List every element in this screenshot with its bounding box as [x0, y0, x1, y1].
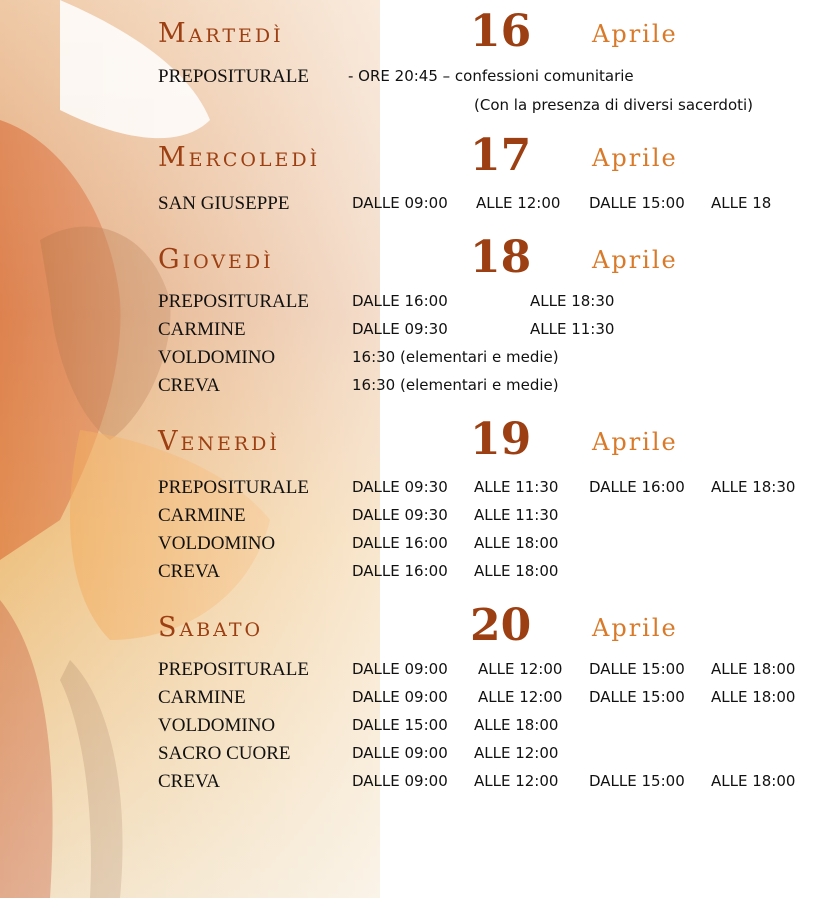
time-cell: ALLE 18:00: [474, 534, 559, 552]
schedule-row: [158, 771, 828, 797]
schedule-row: [158, 477, 828, 503]
note-text: [158, 96, 828, 122]
place-name: SACRO CUORE: [158, 743, 291, 764]
place-name: CARMINE: [158, 505, 246, 526]
day-header-mercoledi: [158, 130, 818, 181]
day-month: Aprile: [592, 614, 678, 642]
schedule-row: [158, 291, 828, 317]
schedule-row: [158, 561, 828, 587]
day-number: 18: [470, 232, 532, 283]
day-header-martedi: [158, 6, 818, 57]
time-cell: DALLE 16:00: [352, 292, 448, 310]
time-cell: DALLE 15:00: [352, 716, 448, 734]
time-cell: ALLE 12:00: [476, 194, 561, 212]
day-name: Giovedì: [158, 244, 274, 275]
time-cell: DALLE 15:00: [589, 660, 685, 678]
time-cell: ALLE 12:00: [478, 660, 563, 678]
day-name: Mercoledì: [158, 142, 321, 173]
time-cell: ALLE 18:30: [711, 478, 796, 496]
time-cell: 16:30 (elementari e medie): [352, 348, 559, 366]
place-name: VOLDOMINO: [158, 347, 276, 368]
place-name: PREPOSITURALE: [158, 477, 309, 498]
time-cell: ALLE 18:00: [711, 688, 796, 706]
time-cell: DALLE 15:00: [589, 688, 685, 706]
day-month: Aprile: [592, 428, 678, 456]
day-header-venerdi: [158, 414, 818, 465]
day-month: Aprile: [592, 144, 678, 172]
schedule-row: [158, 743, 828, 769]
place-name: CREVA: [158, 375, 220, 396]
time-cell: DALLE 09:00: [352, 744, 448, 762]
schedule-row: [158, 687, 828, 713]
time-cell: ALLE 18:00: [711, 660, 796, 678]
schedule-row: [158, 319, 828, 345]
schedule-row: [158, 347, 828, 373]
time-cell: DALLE 15:00: [589, 772, 685, 790]
time-cell: DALLE 16:00: [589, 478, 685, 496]
day-month: Aprile: [592, 246, 678, 274]
time-cell: ALLE 18:00: [711, 772, 796, 790]
schedule-row: [158, 533, 828, 559]
time-cell: DALLE 15:00: [589, 194, 685, 212]
time-cell: DALLE 09:00: [352, 660, 448, 678]
day-name: Sabato: [158, 612, 264, 643]
schedule-row: [158, 505, 828, 531]
place-name: SAN GIUSEPPE: [158, 193, 290, 214]
time-cell: 16:30 (elementari e medie): [352, 376, 559, 394]
note-value: (Con la presenza di diversi sacerdoti): [474, 96, 754, 114]
time-cell: ALLE 12:00: [478, 688, 563, 706]
place-name: PREPOSITURALE: [158, 291, 309, 312]
event-text: - ORE 20:45 – confessioni comunitarie: [348, 67, 634, 85]
time-cell: DALLE 16:00: [352, 534, 448, 552]
place-name: PREPOSITURALE: [158, 66, 309, 87]
day-month: Aprile: [592, 20, 678, 48]
day-number: 20: [470, 600, 532, 651]
day-number: 16: [470, 6, 532, 57]
schedule-row: [158, 659, 828, 685]
place-name: CREVA: [158, 771, 220, 792]
time-cell: ALLE 18: [711, 194, 772, 212]
day-name: Venerdì: [158, 426, 280, 457]
time-cell: ALLE 12:00: [474, 772, 559, 790]
schedule-row: [158, 66, 828, 92]
place-name: CARMINE: [158, 687, 246, 708]
time-cell: ALLE 11:30: [474, 478, 559, 496]
time-cell: DALLE 09:00: [352, 194, 448, 212]
place-name: PREPOSITURALE: [158, 659, 309, 680]
schedule-row: [158, 375, 828, 401]
time-cell: DALLE 16:00: [352, 562, 448, 580]
time-cell: DALLE 09:00: [352, 772, 448, 790]
place-name: VOLDOMINO: [158, 715, 276, 736]
time-cell: ALLE 18:30: [530, 292, 615, 310]
time-cell: ALLE 11:30: [530, 320, 615, 338]
time-cell: DALLE 09:30: [352, 506, 448, 524]
time-cell: ALLE 11:30: [474, 506, 559, 524]
time-cell: ALLE 18:00: [474, 562, 559, 580]
day-header-sabato: [158, 600, 818, 651]
schedule-row: [158, 193, 828, 219]
day-number: 19: [470, 414, 532, 465]
time-cell: DALLE 09:30: [352, 320, 448, 338]
day-name: Martedì: [158, 18, 284, 49]
time-cell: ALLE 18:00: [474, 716, 559, 734]
place-name: CARMINE: [158, 319, 246, 340]
day-header-giovedi: [158, 232, 818, 283]
place-name: CREVA: [158, 561, 220, 582]
time-cell: DALLE 09:00: [352, 688, 448, 706]
time-cell: DALLE 09:30: [352, 478, 448, 496]
schedule-row: [158, 715, 828, 741]
day-number: 17: [470, 130, 532, 181]
place-name: VOLDOMINO: [158, 533, 276, 554]
time-cell: ALLE 12:00: [474, 744, 559, 762]
